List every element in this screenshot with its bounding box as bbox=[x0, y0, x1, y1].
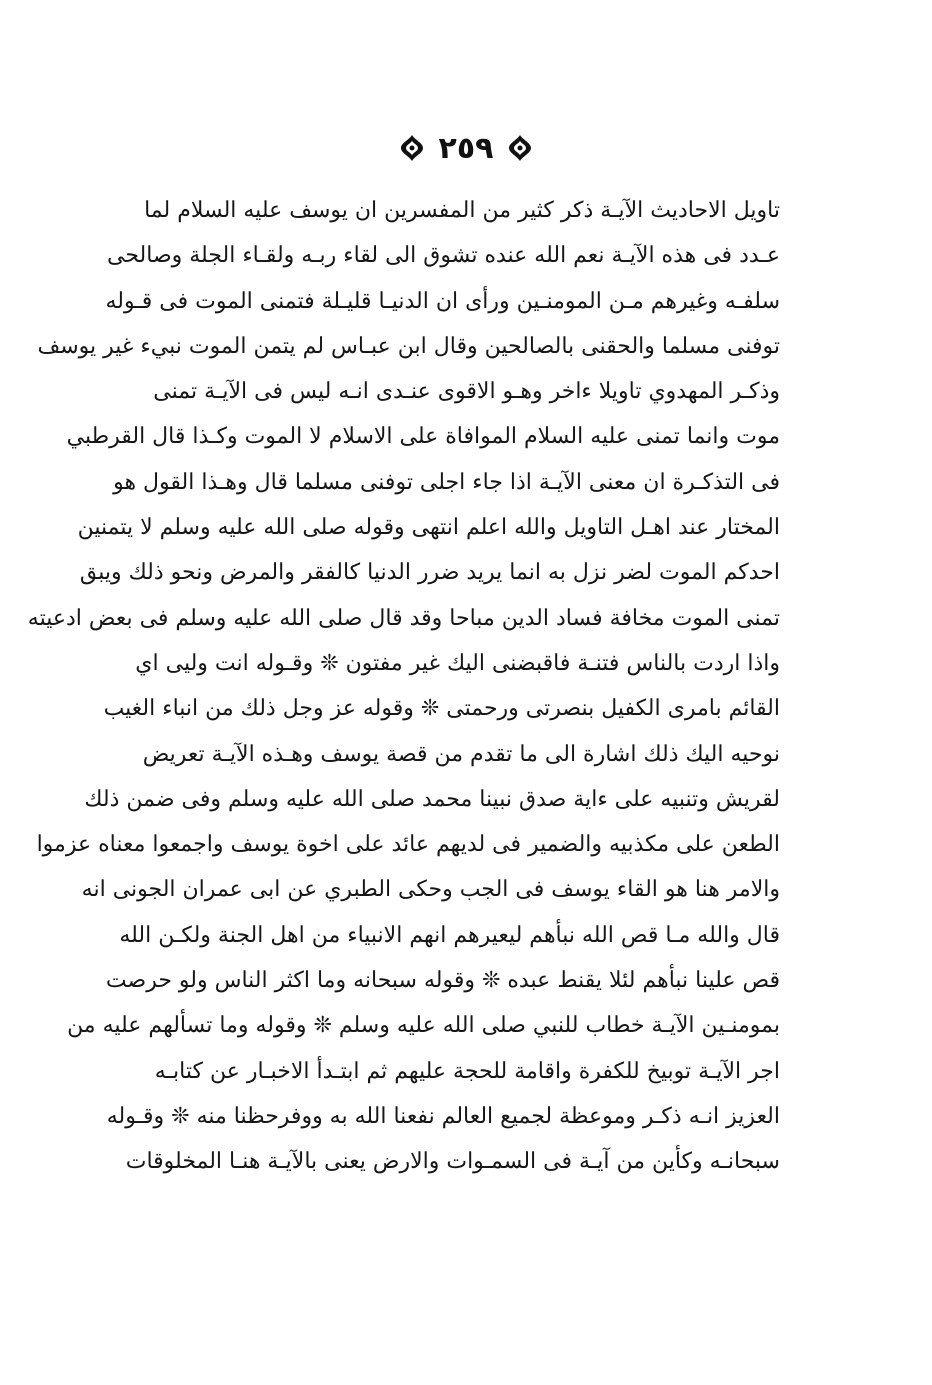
text-line: وذكـر المهدوي تاويلا ءاخر وهـو الاقوى عنـدى انـه ليس فى الآيـة تمنى bbox=[153, 379, 780, 405]
text-line: سبحانـه وكأين من آيـة فى السمـوات والارض يعنى بالآيـة هنـا المخلوقات bbox=[125, 1149, 780, 1175]
text-line: تاويل الاحاديث الآيـة ذكر كثير من المفسرين ان يوسف عليه السلام لما bbox=[144, 198, 780, 223]
text-line: فى التذكـرة ان معنى الآيـة اذا جاء اجلى توفنى مسلما قال وهـذا القول هو bbox=[113, 469, 780, 495]
text-line: العزيز انـه ذكـر وموعظة لجميع العالم نفعنا الله به ووفرحظنا منه ❊ وقـوله bbox=[106, 1103, 780, 1129]
floral-ornament-icon bbox=[399, 133, 425, 163]
text-line: والامر هنا هو القاء يوسف فى الجب وحكى الطبري عن ابى عمران الجونى انه bbox=[81, 877, 780, 903]
text-line: قص علينا نبأهم لئلا يقنط عبده ❊ وقوله سبحانه وما اكثر الناس ولو حرصت bbox=[105, 968, 780, 994]
text-line: عـدد فى هذه الآيـة نعم الله عنده تشوق الى لقاء ربـه ولقـاء الجلة وصالحى bbox=[107, 243, 780, 269]
text-line: القائم بامرى الكفيل بنصرتى ورحمتى ❊ وقوله عز وجل ذلك من انباء الغيب bbox=[103, 696, 780, 722]
text-line: واذا اردت بالناس فتنـة فاقبضنى اليك غير مفتون ❊ وقـوله انت وليى اي bbox=[135, 650, 780, 676]
text-line: توفنى مسلما والحقنى بالصالحين وقال ابن عبـاس لم يتمن الموت نبيء غير يوسف bbox=[37, 333, 780, 359]
text-line: المختار عند اهـل التاويل والله اعلم انتهى وقوله صلى الله عليه وسلم لا يتمنين bbox=[77, 515, 780, 541]
text-line: تمنى الموت مخافة فساد الدين مباحا وقد قال صلى الله عليه وسلم فى بعض ادعيته bbox=[27, 605, 780, 631]
text-line: لقريش وتنبيه على ءاية صدق نبينا محمد صلى الله عليه وسلم وفى ضمن ذلك bbox=[84, 786, 780, 812]
text-line: موت وانما تمنى عليه السلام الموافاة على الاسلام لا الموت وكـذا قال القرطبي bbox=[66, 424, 780, 450]
text-line: سلفـه وغيرهم مـن المومنـين ورأى ان الدنيـا قليـلة فتمنى الموت فى قـوله bbox=[105, 288, 780, 314]
text-line: قال والله مـا قص الله نبأهم ليعيرهم انهم الانبياء من اهل الجنة ولكـن الله bbox=[119, 922, 780, 948]
text-line: احدكم الموت لضر نزل به انما يريد ضرر الدنيا كالفقر والمرض ونحو ذلك ويبق bbox=[79, 560, 780, 586]
floral-ornament-icon bbox=[507, 133, 533, 163]
text-line: الطعن على مكذبيه والضمير فى لديهم عائد على اخوة يوسف واجمعوا معناه عزموا bbox=[36, 832, 780, 858]
text-line: بمومنـين الآيـة خطاب للنبي صلى الله عليه وسلم ❊ وقوله وما تسألهم عليه من bbox=[67, 1013, 780, 1039]
text-line: اجر الآيـة توبيخ للكفرة واقامة للحجة عليهم ثم ابتـدأ الاخبـار عن كتابـه bbox=[154, 1058, 780, 1084]
text-line: نوحيه اليك ذلك اشارة الى ما تقدم من قصة يوسف وهـذه الآيـة تعريض bbox=[142, 741, 780, 767]
page-number: ٢٥٩ bbox=[438, 130, 494, 166]
page-header bbox=[0, 128, 932, 168]
body-text bbox=[27, 188, 780, 1185]
